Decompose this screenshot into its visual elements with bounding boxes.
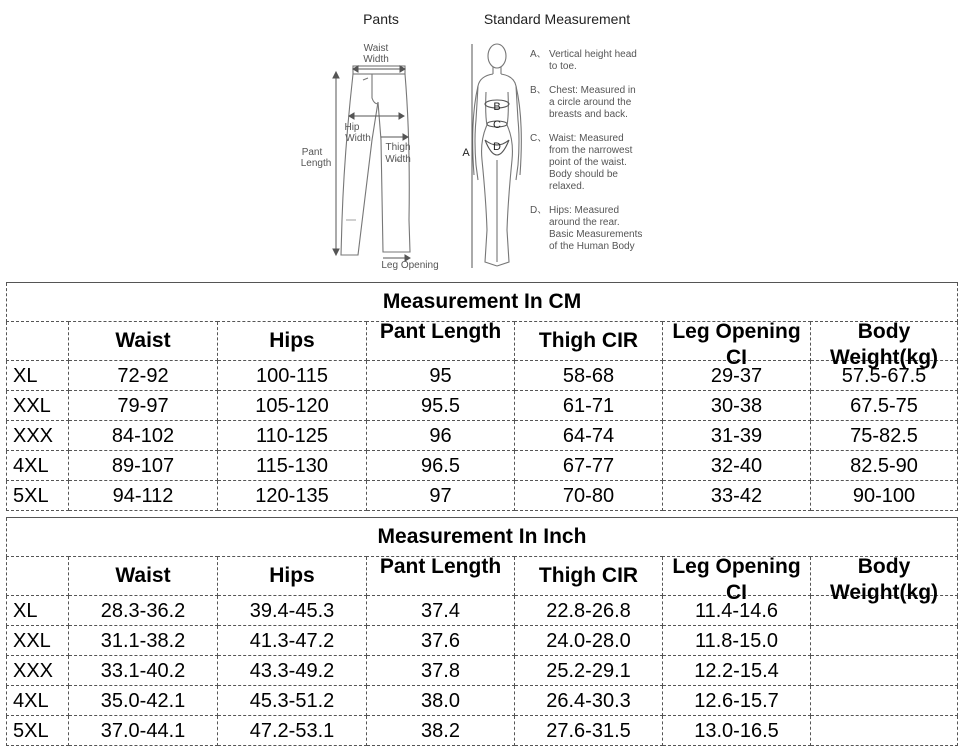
table-cell: 41.3-47.2: [218, 626, 367, 656]
table-cell: 75-82.5: [811, 421, 958, 451]
leg-opening-label: Leg Opening: [381, 260, 439, 271]
table-row: [7, 596, 958, 626]
hip-width-label: Hip: [344, 122, 360, 133]
note-a-letter: A、: [530, 49, 547, 60]
note-c-line: point of the waist.: [549, 157, 627, 168]
standard-measurement-title: Standard Measurement: [483, 11, 631, 27]
note-c-line: Body should be: [549, 169, 618, 180]
table-cell: 11.4-14.6: [663, 596, 811, 626]
inch-measurement-table: [6, 517, 958, 746]
table-row: [7, 421, 958, 451]
table-cell: 37.4: [367, 596, 515, 626]
table-cell: 47.2-53.1: [218, 716, 367, 746]
table-row: [7, 716, 958, 746]
table-row: [7, 656, 958, 686]
hip-width-label-2: Width: [345, 133, 371, 144]
waist-width-label: Waist: [363, 43, 389, 54]
table-cell: 67-77: [515, 451, 663, 481]
table-cell: 84-102: [69, 421, 218, 451]
cm-table-title: Measurement In CM: [7, 283, 958, 322]
table-cell: 70-80: [515, 481, 663, 511]
table-cell: 12.6-15.7: [663, 686, 811, 716]
body-figure: [473, 44, 522, 266]
table-cell: 96: [367, 421, 515, 451]
table-cell: 67.5-75: [811, 391, 958, 421]
pant-length-header: Pant Length: [367, 322, 515, 361]
pant-length-label: Pant: [301, 147, 323, 158]
body-letter-a: A: [462, 147, 470, 159]
note-b-line: breasts and back.: [549, 109, 628, 120]
table-cell: 22.8-26.8: [515, 596, 663, 626]
table-cell: 13.0-16.5: [663, 716, 811, 746]
note-a-line: Vertical height head: [549, 49, 637, 60]
table-row: [7, 361, 958, 391]
table-cell: 110-125: [218, 421, 367, 451]
thigh-width-label-2: Width: [385, 154, 411, 165]
table-cell: 30-38: [663, 391, 811, 421]
table-cell: 64-74: [515, 421, 663, 451]
size-cell: 5XL: [7, 716, 69, 746]
inch-table-title: Measurement In Inch: [7, 518, 958, 557]
note-d-line: Basic Measurements: [549, 229, 643, 240]
table-cell: 97: [367, 481, 515, 511]
table-cell: 37.8: [367, 656, 515, 686]
table-cell: [811, 716, 958, 746]
table-cell: [811, 686, 958, 716]
table-cell: 11.8-15.0: [663, 626, 811, 656]
table-cell: [811, 656, 958, 686]
size-cell: XL: [7, 361, 69, 391]
table-cell: [811, 626, 958, 656]
table-cell: 57.5-67.5: [811, 361, 958, 391]
note-c-letter: C、: [530, 133, 548, 144]
note-d-line: Hips: Measured: [549, 205, 620, 216]
body-letter-b: B: [493, 101, 501, 113]
table-cell: 12.2-15.4: [663, 656, 811, 686]
note-c-line: relaxed.: [549, 181, 585, 192]
waist-width-label-2: Width: [363, 54, 389, 65]
size-cell: XXL: [7, 391, 69, 421]
hips-header: Hips: [218, 322, 367, 361]
table-cell: 38.0: [367, 686, 515, 716]
table-cell: 94-112: [69, 481, 218, 511]
size-cell: XXX: [7, 421, 69, 451]
size-cell: XXL: [7, 626, 69, 656]
table-cell: 32-40: [663, 451, 811, 481]
table-cell: 115-130: [218, 451, 367, 481]
thigh-width-label: Thigh: [385, 142, 411, 153]
table-cell: 38.2: [367, 716, 515, 746]
leg-opening-header: Leg Opening CI: [663, 557, 811, 596]
pants-title: Pants: [363, 11, 399, 27]
leg-opening-header: Leg Opening CI: [663, 322, 811, 361]
table-cell: 31-39: [663, 421, 811, 451]
table-cell: 27.6-31.5: [515, 716, 663, 746]
body-letter-d: D: [493, 141, 501, 153]
size-cell: XXX: [7, 656, 69, 686]
note-b-line: a circle around the: [549, 97, 632, 108]
table-cell: 58-68: [515, 361, 663, 391]
size-cell: 5XL: [7, 481, 69, 511]
table-cell: 82.5-90: [811, 451, 958, 481]
cm-measurement-table: [6, 282, 958, 511]
table-cell: 33.1-40.2: [69, 656, 218, 686]
size-cell: XL: [7, 596, 69, 626]
table-cell: 39.4-45.3: [218, 596, 367, 626]
table-cell: 96.5: [367, 451, 515, 481]
table-cell: 61-71: [515, 391, 663, 421]
table-cell: 89-107: [69, 451, 218, 481]
table-cell: 25.2-29.1: [515, 656, 663, 686]
waist-header: Waist: [69, 322, 218, 361]
thigh-cir-header: Thigh CIR: [515, 322, 663, 361]
table-row: [7, 686, 958, 716]
table-cell: 24.0-28.0: [515, 626, 663, 656]
pant-length-header: Pant Length: [367, 557, 515, 596]
table-cell: 90-100: [811, 481, 958, 511]
note-c-line: from the narrowest: [549, 145, 633, 156]
table-row: [7, 391, 958, 421]
table-cell: 26.4-30.3: [515, 686, 663, 716]
table-row: [7, 626, 958, 656]
table-cell: 37.0-44.1: [69, 716, 218, 746]
table-cell: 37.6: [367, 626, 515, 656]
table-cell: 79-97: [69, 391, 218, 421]
table-cell: 105-120: [218, 391, 367, 421]
table-cell: 45.3-51.2: [218, 686, 367, 716]
pant-length-label-2: Length: [300, 158, 332, 169]
size-cell: 4XL: [7, 686, 69, 716]
note-c-line: Waist: Measured: [549, 133, 624, 144]
body-weight-header: Body Weight(kg): [811, 557, 958, 596]
note-d-line: around the rear.: [549, 217, 620, 228]
size-header: [7, 557, 69, 596]
table-cell: 120-135: [218, 481, 367, 511]
table-cell: 29-37: [663, 361, 811, 391]
table-cell: 33-42: [663, 481, 811, 511]
hips-header: Hips: [218, 557, 367, 596]
table-cell: 72-92: [69, 361, 218, 391]
note-a-line: to toe.: [549, 61, 577, 72]
thigh-cir-header: Thigh CIR: [515, 557, 663, 596]
note-d-line: of the Human Body: [549, 241, 635, 252]
body-weight-header: Body Weight(kg): [811, 322, 958, 361]
note-b-letter: B、: [530, 85, 547, 96]
body-letter-c: C: [493, 119, 501, 131]
table-cell: 28.3-36.2: [69, 596, 218, 626]
table-cell: 31.1-38.2: [69, 626, 218, 656]
size-cell: 4XL: [7, 451, 69, 481]
table-cell: 43.3-49.2: [218, 656, 367, 686]
table-cell: 95.5: [367, 391, 515, 421]
measurement-illustration: [0, 0, 962, 280]
note-d-letter: D、: [530, 205, 548, 216]
table-cell: 35.0-42.1: [69, 686, 218, 716]
note-b-line: Chest: Measured in: [549, 85, 636, 96]
size-header: [7, 322, 69, 361]
table-row: [7, 451, 958, 481]
table-cell: 100-115: [218, 361, 367, 391]
table-row: [7, 481, 958, 511]
waist-header: Waist: [69, 557, 218, 596]
table-cell: 95: [367, 361, 515, 391]
